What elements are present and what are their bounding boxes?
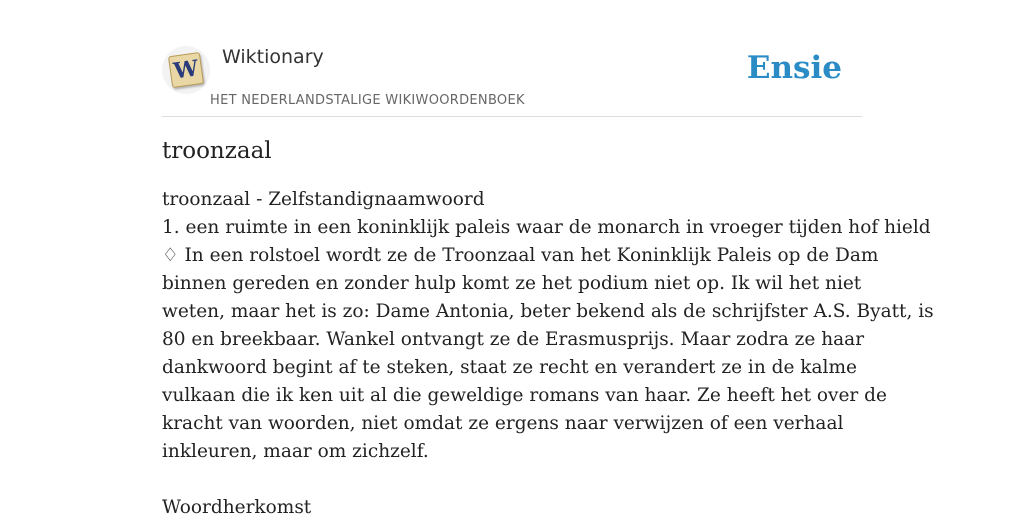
site-header (162, 0, 862, 117)
ensie-brand-logo[interactable]: Ensie (746, 50, 842, 86)
site-subtitle: HET NEDERLANDSTALIGE WIKIWOORDENBOEK (210, 93, 525, 108)
example-line: dankwoord begint af te steken, staat ze recht en verandert ze in de kalme (162, 357, 857, 378)
page-title: troonzaal (162, 138, 272, 164)
example-line: weten, maar het is zo: Dame Antonia, beter bekend als de schrijfster A.S. Byatt, is (162, 301, 934, 322)
example-line: vulkaan die ik ken uit al die geweldige romans van haar. Ze heeft het over de (162, 385, 887, 406)
example-line: binnen gereden en zonder hulp komt ze het podium niet op. Ik wil het niet (162, 273, 862, 294)
wiktionary-logo[interactable] (162, 46, 210, 94)
example-line: inkleuren, maar om zichzelf. (162, 441, 429, 462)
logo-tile-icon: W (168, 52, 204, 88)
main-content (162, 138, 934, 522)
site-name[interactable]: Wiktionary (222, 46, 324, 68)
example-line: kracht van woorden, niet omdat ze ergens naar verwijzen of een verhaal (162, 413, 844, 434)
definition-text: 1. een ruimte in een koninklijk paleis waar de monarch in vroeger tijden hof hield (162, 217, 931, 238)
section-heading-etymology: Woordherkomst (162, 497, 312, 518)
example-line: ♢ In een rolstoel wordt ze de Troonzaal van het Koninklijk Paleis op de Dam (162, 245, 879, 266)
example-quote (162, 242, 934, 466)
entry-heading: troonzaal - Zelfstandignaamwoord (162, 189, 485, 210)
example-line: 80 en breekbaar. Wankel ontvangt ze de Erasmusprijs. Maar zodra ze haar (162, 329, 865, 350)
